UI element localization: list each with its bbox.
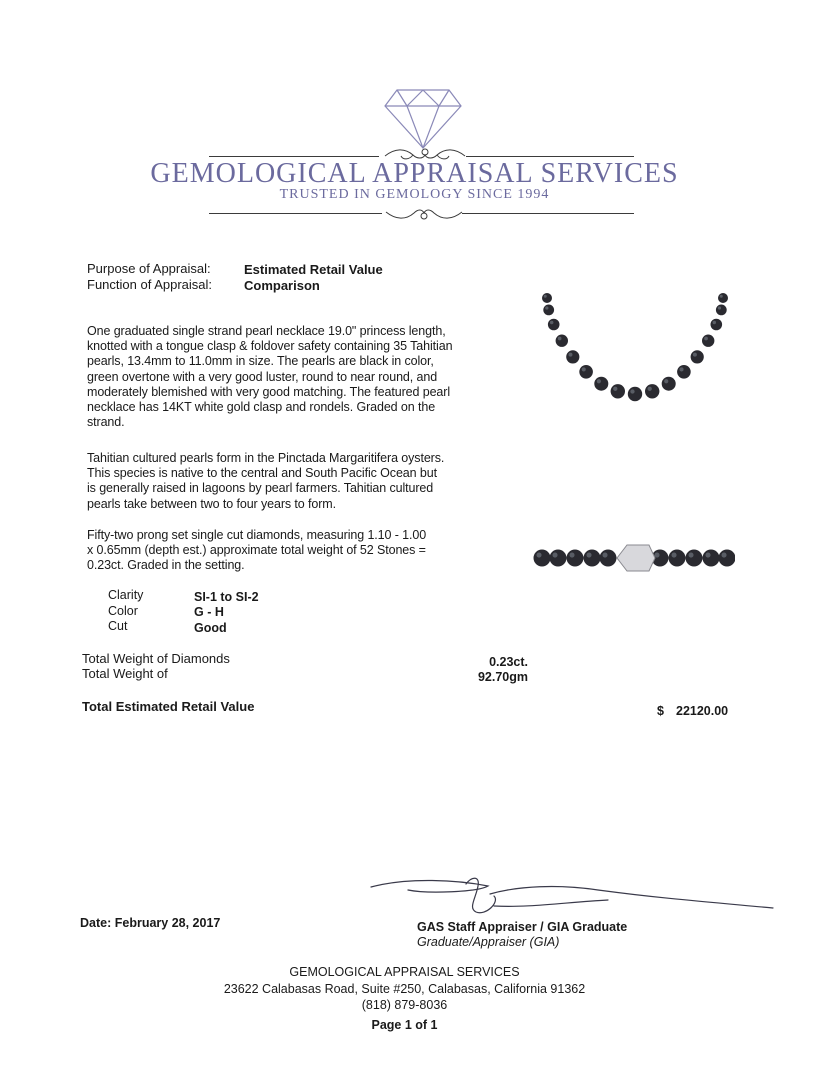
- clarity-value: SI-1 to SI-2: [194, 590, 259, 604]
- paragraph-line: strand.: [87, 415, 125, 430]
- pearl-highlight: [569, 353, 573, 357]
- paragraph-line: pearls, 13.4mm to 11.0mm in size. The pearls are black in color,: [87, 354, 434, 369]
- pearl-highlight: [664, 379, 668, 383]
- pearl-bead: [567, 550, 584, 567]
- pearl-highlight: [544, 295, 547, 298]
- pearl-bead: [566, 350, 579, 363]
- color-label: Color: [108, 604, 138, 618]
- pearl-info-paragraph: [87, 451, 507, 512]
- pearl-highlight: [721, 552, 726, 557]
- pearl-highlight: [602, 552, 607, 557]
- purpose-label: Purpose of Appraisal:: [87, 261, 211, 276]
- paragraph-line: green overtone with a very good luster, round to near round, and: [87, 369, 438, 384]
- logo-top-rule-left: [209, 156, 379, 157]
- footer-address: 23622 Calabasas Road, Suite #250, Calabasas, California 91362: [223, 982, 586, 996]
- function-label: Function of Appraisal:: [87, 277, 213, 292]
- pearl-bead: [718, 293, 728, 303]
- paragraph-line: This species is native to the central and South Pacific Ocean but: [87, 466, 437, 481]
- pearl-bead: [716, 305, 727, 316]
- total-weight-label: Total Weight of: [82, 666, 168, 681]
- pearl-highlight: [679, 367, 683, 371]
- pearl-highlight: [582, 367, 586, 371]
- pearl-bead: [677, 365, 691, 379]
- pearl-highlight: [569, 552, 574, 557]
- pearl-bead: [542, 293, 552, 303]
- pearl-bead: [719, 550, 736, 567]
- paragraph-line: 0.23ct. Graded in the setting.: [87, 558, 245, 573]
- diamond-weight-label: Total Weight of Diamonds: [82, 651, 230, 666]
- pearl-bead: [543, 305, 554, 316]
- color-value: G - H: [194, 605, 224, 619]
- page-number: Page 1 of 1: [371, 1018, 438, 1032]
- pearl-bead: [611, 384, 625, 398]
- footer-company: GEMOLOGICAL APPRAISAL SERVICES: [289, 965, 520, 979]
- total-amount: 22120.00: [676, 704, 729, 718]
- pearl-highlight: [552, 552, 557, 557]
- pearl-bead: [691, 350, 704, 363]
- pearl-highlight: [536, 552, 541, 557]
- description-paragraph: [87, 324, 507, 430]
- cut-value: Good: [194, 621, 227, 635]
- pearl-highlight: [597, 379, 601, 383]
- paragraph-line: knotted with a tongue clasp & foldover safety containing 35 Tahitian: [87, 339, 453, 354]
- paragraph-line: necklace has 14KT white gold clasp and rondels. Graded on the: [87, 400, 436, 415]
- pearl-highlight: [718, 306, 721, 309]
- pearl-highlight: [648, 387, 652, 391]
- diamond-weight-value: 0.23ct.: [489, 655, 528, 669]
- pearl-bead: [645, 384, 659, 398]
- pearl-bead: [584, 550, 601, 567]
- footer-phone: (818) 879-8036: [361, 998, 448, 1012]
- pearl-highlight: [654, 552, 659, 557]
- pearl-bead: [600, 550, 617, 567]
- pearl-highlight: [720, 295, 723, 298]
- pearl-bead: [548, 319, 560, 331]
- pearl-highlight: [586, 552, 591, 557]
- pearl-highlight: [630, 389, 634, 393]
- paragraph-line: Tahitian cultured pearls form in the Pinctada Margaritifera oysters.: [87, 451, 445, 465]
- logo-title: GEMOLOGICAL APPRAISAL SERVICES: [150, 158, 679, 189]
- total-value-label: Total Estimated Retail Value: [82, 699, 255, 714]
- pearl-bead: [628, 387, 642, 401]
- pearl-bead: [686, 550, 703, 567]
- pearl-bead: [550, 550, 567, 567]
- pearl-necklace-photo: [535, 290, 735, 405]
- pearl-bead: [711, 319, 723, 331]
- pearl-bead: [703, 550, 720, 567]
- pearl-highlight: [688, 552, 693, 557]
- company-logo: [0, 0, 829, 230]
- appraiser-title: GAS Staff Appraiser / GIA Graduate: [417, 920, 628, 934]
- paragraph-line: One graduated single strand pearl necklace 19.0" princess length,: [87, 324, 446, 338]
- pearl-bead: [594, 377, 608, 391]
- pearl-highlight: [705, 552, 710, 557]
- pearl-bead: [579, 365, 593, 379]
- diamond-info-paragraph: [87, 528, 507, 574]
- total-weight-value: 92.70gm: [477, 670, 528, 684]
- function-value: Comparison: [244, 278, 320, 293]
- paragraph-line: moderately blemished with very good matching. The featured pearl: [87, 384, 451, 399]
- pearl-highlight: [613, 387, 617, 391]
- pearl-bead: [662, 377, 676, 391]
- logo-top-rule-right: [466, 156, 634, 157]
- ornament-icon: [384, 204, 464, 222]
- diamond-logo-icon: [383, 88, 463, 150]
- pearl-highlight: [693, 353, 697, 357]
- pearl-highlight: [558, 337, 562, 341]
- paragraph-line: Fifty-two prong set single cut diamonds, measuring 1.10 - 1.00: [87, 528, 427, 542]
- pearl-highlight: [713, 321, 716, 324]
- clarity-label: Clarity: [108, 588, 144, 602]
- logo-subtitle: TRUSTED IN GEMOLOGY SINCE 1994: [279, 187, 550, 202]
- pearl-bead: [534, 550, 551, 567]
- pearl-highlight: [671, 552, 676, 557]
- pearl-highlight: [550, 321, 553, 324]
- total-currency: $: [657, 704, 664, 718]
- clasp-shape: [617, 545, 655, 571]
- pearl-bead: [702, 335, 714, 347]
- pearl-highlight: [545, 306, 548, 309]
- pearl-bead: [556, 335, 568, 347]
- pearl-clasp-photo: [533, 537, 735, 579]
- pearl-highlight: [704, 337, 708, 341]
- logo-bottom-rule-left: [209, 213, 382, 214]
- date-text: Date: February 28, 2017: [80, 916, 221, 930]
- appraiser-subtitle: Graduate/Appraiser (GIA): [417, 935, 560, 949]
- cut-label: Cut: [108, 619, 128, 633]
- signature-image: [368, 872, 778, 922]
- paragraph-line: x 0.65mm (depth est.) approximate total weight of 52 Stones =: [87, 543, 426, 558]
- logo-bottom-rule-right: [462, 213, 634, 214]
- paragraph-line: is generally raised in lagoons by pearl farmers. Tahitian cultured: [87, 481, 434, 496]
- purpose-value: Estimated Retail Value: [244, 262, 383, 277]
- pearl-bead: [669, 550, 686, 567]
- paragraph-line: pearls take between two to four years to form.: [87, 496, 336, 511]
